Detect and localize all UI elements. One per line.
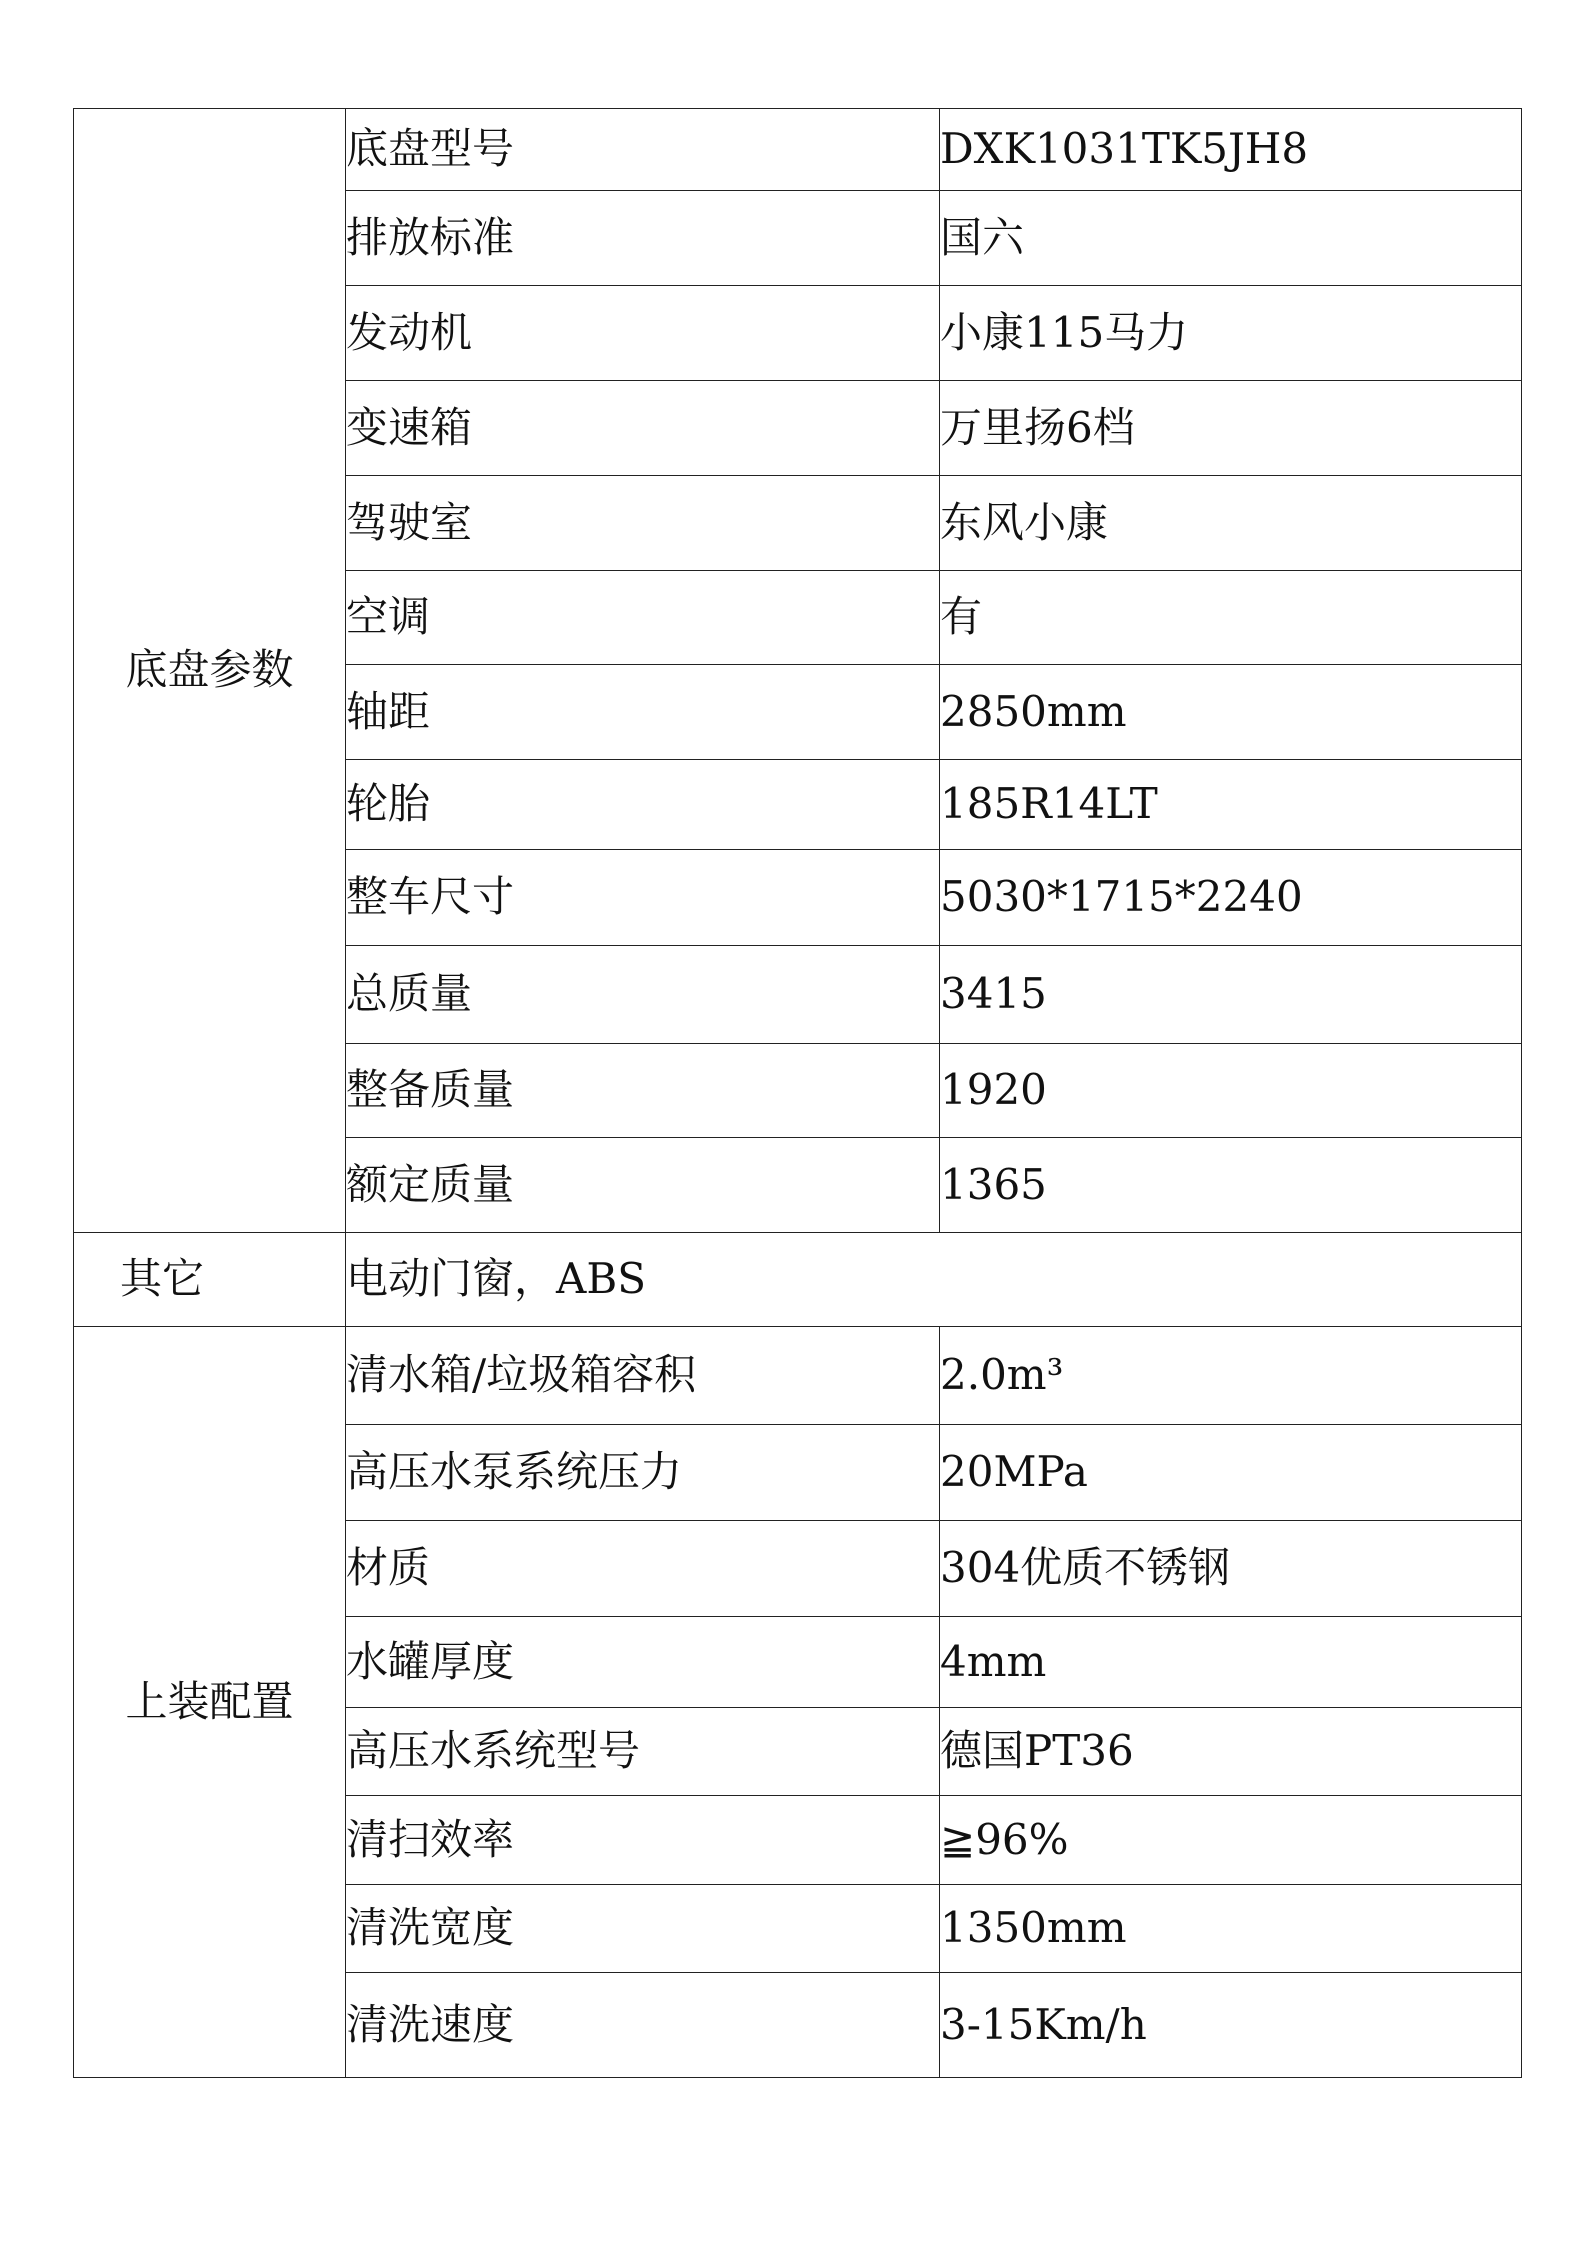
param-name: 额定质量 [346, 1138, 940, 1233]
param-name: 材质 [346, 1521, 940, 1617]
param-value: 2.0m³ [940, 1327, 1522, 1425]
param-name: 排放标准 [346, 191, 940, 286]
param-name: 整备质量 [346, 1044, 940, 1138]
section-title-body: 上装配置 [74, 1327, 346, 2078]
param-value: 3415 [940, 946, 1522, 1044]
param-value: 20MPa [940, 1425, 1522, 1521]
param-value: DXK1031TK5JH8 [940, 109, 1522, 191]
section-title-other: 其它 [74, 1233, 346, 1327]
param-value: 1350mm [940, 1885, 1522, 1973]
param-value: 4mm [940, 1617, 1522, 1708]
param-name: 驾驶室 [346, 476, 940, 571]
param-name: 水罐厚度 [346, 1617, 940, 1708]
table-row [74, 109, 1522, 191]
param-name: 底盘型号 [346, 109, 940, 191]
param-name: 整车尺寸 [346, 850, 940, 946]
param-name: 发动机 [346, 286, 940, 381]
param-value: 德国PT36 [940, 1708, 1522, 1796]
param-value: 东风小康 [940, 476, 1522, 571]
spec-table [73, 108, 1522, 2078]
other-value: 电动门窗，ABS [346, 1233, 1522, 1327]
param-name: 轴距 [346, 665, 940, 760]
param-name: 空调 [346, 571, 940, 665]
param-name: 清扫效率 [346, 1796, 940, 1885]
param-name: 清洗速度 [346, 1973, 940, 2078]
param-name: 高压水泵系统压力 [346, 1425, 940, 1521]
table-row [74, 1233, 1522, 1327]
param-value: 国六 [940, 191, 1522, 286]
param-value: 5030*1715*2240 [940, 850, 1522, 946]
param-name: 高压水系统型号 [346, 1708, 940, 1796]
param-name: 清水箱/垃圾箱容积 [346, 1327, 940, 1425]
param-value: 有 [940, 571, 1522, 665]
param-value: 3-15Km/h [940, 1973, 1522, 2078]
param-name: 总质量 [346, 946, 940, 1044]
param-value: 2850mm [940, 665, 1522, 760]
section-title-chassis: 底盘参数 [74, 109, 346, 1233]
param-value: 185R14LT [940, 760, 1522, 850]
param-value: 万里扬6档 [940, 381, 1522, 476]
param-value: 1920 [940, 1044, 1522, 1138]
param-name: 轮胎 [346, 760, 940, 850]
table-row [74, 1327, 1522, 1425]
param-value: ≧96% [940, 1796, 1522, 1885]
param-value: 1365 [940, 1138, 1522, 1233]
param-name: 变速箱 [346, 381, 940, 476]
param-value: 304优质不锈钢 [940, 1521, 1522, 1617]
param-name: 清洗宽度 [346, 1885, 940, 1973]
param-value: 小康115马力 [940, 286, 1522, 381]
